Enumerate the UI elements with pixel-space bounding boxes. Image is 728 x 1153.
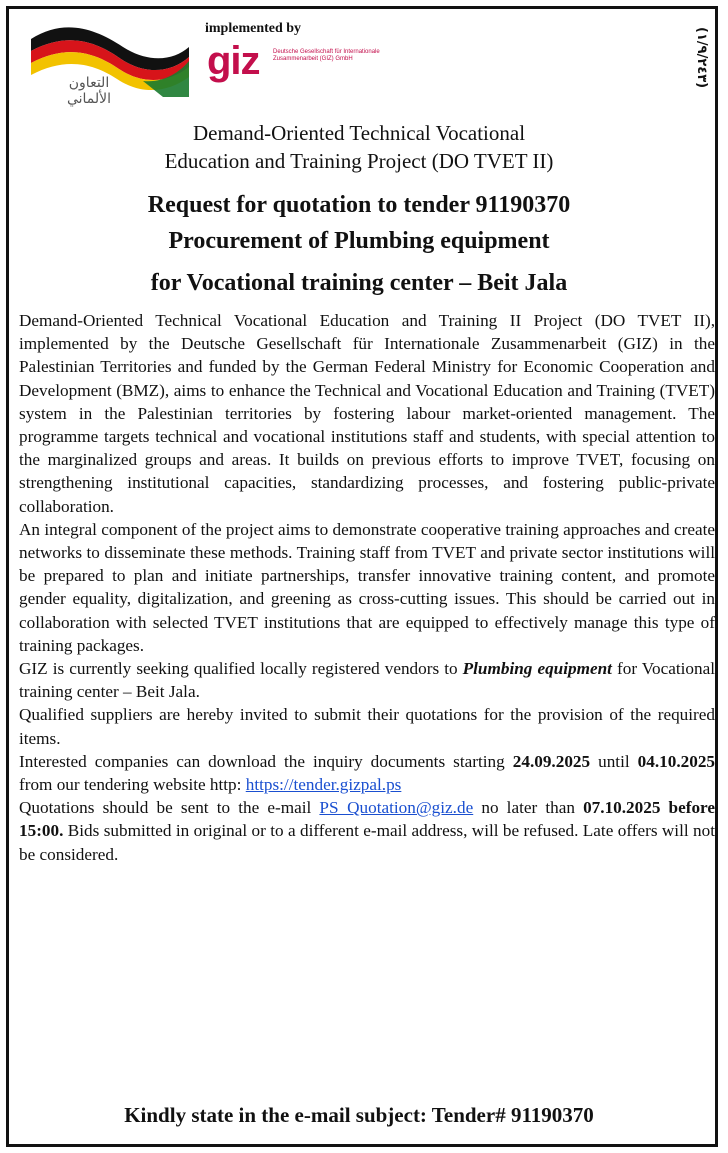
giz-logo: giz [207, 39, 260, 83]
notice-body [19, 309, 715, 866]
project-title-line-1: Demand-Oriented Technical Vocational [192, 121, 526, 145]
submission-rules: Bids submitted in original or to a different e-mail address, will be refused. Late offers will not be considered. [19, 821, 715, 864]
side-reference-number: (١/٩/٢٤٣) [694, 27, 709, 89]
end-date: 04.10.2025 [637, 751, 715, 771]
quotation-email-link[interactable]: PS_Quotation@giz.de [319, 798, 474, 818]
tender-notice [6, 6, 718, 1147]
cooperation-logo-text: التعاون الألماني [66, 75, 112, 107]
paragraph-download [19, 750, 715, 796]
seeking-item: Plumbing equipment [462, 659, 612, 679]
download-text: Interested companies can download the inquiry documents starting [19, 751, 513, 771]
tender-website-link[interactable]: https://tender.gizpal.ps [245, 775, 402, 795]
submission-text: Quotations should be sent to the e-mail [19, 798, 320, 818]
paragraph-seeking [19, 657, 715, 703]
download-website-text: from our tendering website http: [19, 775, 246, 795]
giz-logo-subtext: Deutsche Gesellschaft für Internationale Zusammenarbeit (GIZ) GmbH [273, 49, 380, 62]
paragraph-component: An integral component of the project aims to demonstrate cooperative training approaches and create networks to disseminate these methods. Training staff from TVET and private sector institutions will be prepared to plan and initiate partnerships, transfer innovative training content, and promote gender equality, digitalization, and greening as cross-cutting issues. This should be carried out in collaboration with selected TVET institutions that are equipped to effectively manage this type of training packages. [19, 519, 715, 655]
submission-deadline: 07.10.2025 before 15:00. [19, 798, 716, 841]
paragraph-submission [19, 796, 715, 866]
headline-line-2: Procurement of Plumbing equipment [168, 228, 550, 254]
project-title [49, 119, 669, 175]
start-date: 24.09.2025 [512, 751, 591, 771]
headline-line-3: for Vocational training center – Beit Jala [150, 270, 568, 296]
paragraph-invitation: Qualified suppliers are hereby invited to submit their quotations for the provision of the required items. [19, 705, 715, 748]
download-until: until [590, 751, 638, 771]
paragraph-project-description: Demand-Oriented Technical Vocational Education and Training II Project (DO TVET II), implemented by the Deutsche Gesellschaft für Internationale Zusammenarbeit (GIZ) in the Palestinian Territories and funded by the German Federal Ministry for Economic Cooperation and Development (BMZ), aims to enhance the Technical and Vocational Education and Training (TVET) system in the Palestinian territories by fostering labour market-oriented management. The programme targets technical and vocational institutions staff and students, with special attention to the marginalized groups and areas. It builds on previous efforts to improve TVET, focusing on strengthening institutional capacities, standardizing processes, and fostering public-private collaboration. [19, 311, 715, 516]
email-subject-instruction: Kindly state in the e-mail subject: Tender# 91190370 [124, 1103, 594, 1127]
headline-line-1: Request for quotation to tender 91190370 [147, 192, 571, 218]
seeking-text: GIZ is currently seeking qualified locally registered vendors to [19, 659, 463, 679]
implemented-by-label: implemented by [205, 21, 302, 36]
seeking-location: for Vocational training center – Beit Jala. [19, 659, 715, 702]
project-title-line-2: Education and Training Project (DO TVET II) [164, 149, 554, 173]
german-cooperation-flag-logo [23, 17, 193, 127]
submission-deadline-text: no later than [473, 798, 584, 818]
